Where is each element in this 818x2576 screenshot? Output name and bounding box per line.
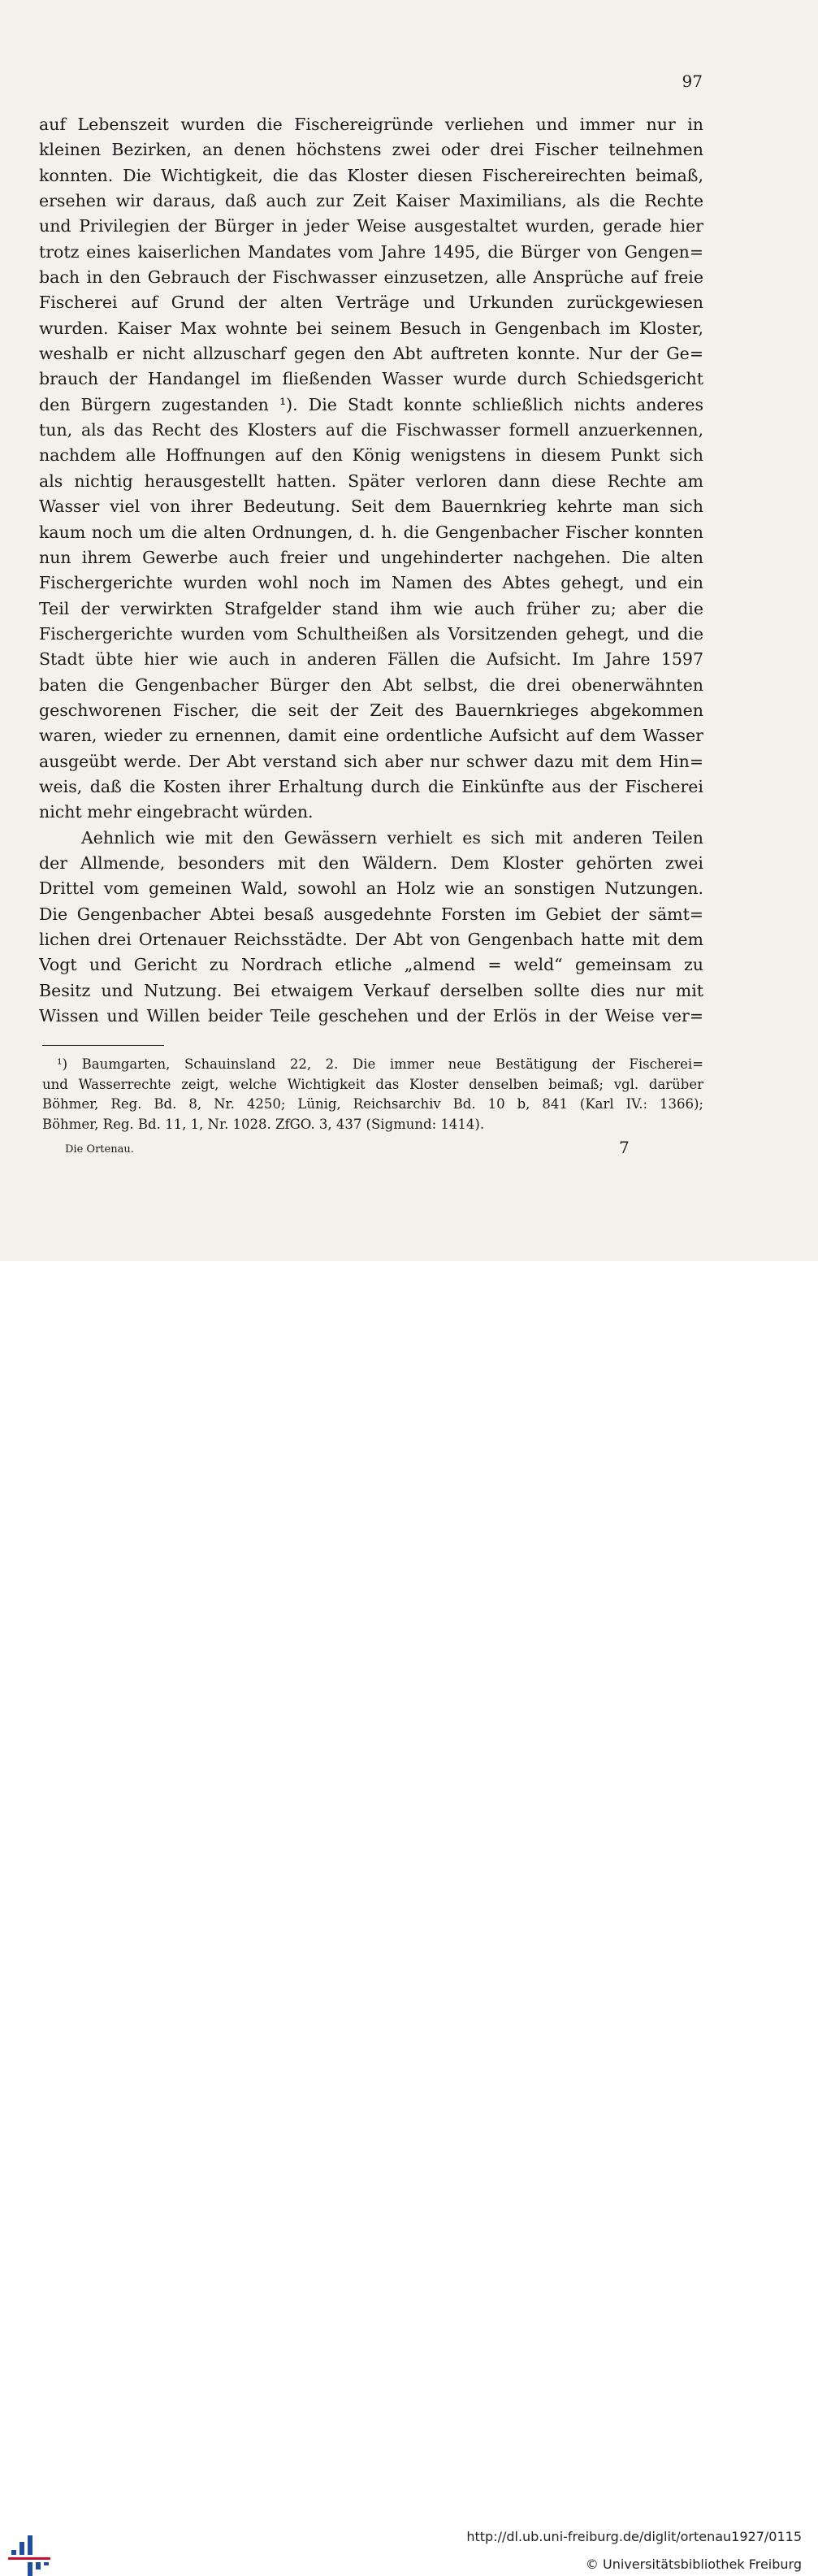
footnote-divider: [42, 1045, 164, 1046]
body-line: Fischerei auf Grund der alten Verträge und Urkunden zurückgewiesen: [39, 293, 703, 313]
body-line: brauch der Handangel im fließenden Wasser wurde durch Schiedsgericht: [39, 369, 703, 389]
body-line: Fischergerichte wurden wohl noch im Namen des Abtes gehegt, und ein: [39, 573, 703, 593]
body-line: Stadt übte hier wie auch in anderen Fällen die Aufsicht. Im Jahre 1597: [39, 649, 703, 670]
body-line: auf Lebenszeit wurden die Fischereigründe verliehen und immer nur in: [39, 115, 703, 134]
body-line: kleinen Bezirken, an denen höchstens zwei oder drei Fischer teilnehmen: [39, 140, 703, 160]
body-line: Fischergerichte wurden vom Schultheißen als Vorsitzenden gehegt, und die: [39, 623, 703, 644]
signature-mark: Die Ortenau.: [65, 1143, 134, 1156]
copyright-notice: © Universitätsbibliothek Freiburg: [585, 2556, 802, 2572]
body-line: nachdem alle Hoffnungen auf den König wenigstens in diesem Punkt sich: [39, 445, 703, 466]
viewer-footer: [0, 1261, 818, 2572]
footnotes: [42, 1055, 703, 1134]
body-line: Teil der verwirkten Strafgelder stand ihm wie auch früher zu; aber die: [39, 598, 703, 618]
page-number: 97: [682, 72, 703, 91]
body-line: konnten. Die Wichtigkeit, die das Kloster diesen Fischereirechten beimaß,: [39, 165, 703, 185]
body-line: Drittel vom gemeinen Wald, sowohl an Holz wie an sonstigen Nutzungen.: [39, 878, 703, 899]
body-line-paragraph-end: nicht mehr eingebracht würden.: [39, 802, 314, 822]
body-line: als nichtig herausgestellt hatten. Später verloren dann diese Rechte am: [39, 471, 703, 491]
footnote-line: Böhmer, Reg. Bd. 8, Nr. 4250; Lünig, Reichsarchiv Bd. 10 b, 841 (Karl IV.: 1366);: [42, 1096, 703, 1112]
body-line: trotz eines kaiserlichen Mandates vom Jahre 1495, die Bürger von Gengen=: [39, 241, 703, 262]
body-line: bach in den Gebrauch der Fischwasser einzusetzen, alle Ansprüche auf freie: [39, 267, 703, 288]
body-line: lichen drei Ortenauer Reichsstädte. Der Abt von Gengenbach hatte mit dem: [39, 930, 703, 949]
body-line: nun ihrem Gewerbe auch freier und ungehinderter nachgehen. Die alten: [39, 547, 703, 567]
footnote-line: Böhmer, Reg. Bd. 11, 1, Nr. 1028. ZfGO. 3, 437 (Sigmund: 1414).: [42, 1116, 485, 1132]
body-line: weis, daß die Kosten ihrer Erhaltung durch die Einkünfte aus der Fischerei: [39, 776, 703, 796]
body-line: ausgeübt werde. Der Abt verstand sich aber nur schwer dazu mit dem Hin=: [39, 751, 703, 771]
body-line: Wasser viel von ihrer Bedeutung. Seit dem Bauernkrieg kehrte man sich: [39, 497, 703, 517]
body-line: wurden. Kaiser Max wohnte bei seinem Besuch in Gengenbach im Kloster,: [39, 318, 703, 338]
body-line: den Bürgern zugestanden ¹). Die Stadt konnte schließlich nichts anderes: [39, 394, 703, 414]
body-line: baten die Gengenbacher Bürger den Abt selbst, die drei obenerwähnten: [39, 674, 703, 695]
footnote-line: ¹) Baumgarten, Schauinsland 22, 2. Die immer neue Bestätigung der Fischerei=: [57, 1056, 703, 1072]
body-line: Die Gengenbacher Abtei besaß ausgedehnte Forsten im Gebiet der sämt=: [39, 904, 703, 924]
body-line: kaum noch um die alten Ordnungen, d. h. die Gengenbacher Fischer konnten: [39, 522, 703, 542]
body-line: tun, als das Recht des Klosters auf die Fischwasser formell anzuerkennen,: [39, 420, 703, 440]
scanned-page: [0, 0, 818, 1261]
body-line: waren, wieder zu ernennen, damit eine ordentliche Aufsicht auf dem Wasser: [39, 726, 703, 746]
body-line: weshalb er nicht allzuscharf gegen den Abt auftreten konnte. Nur der Ge=: [39, 344, 703, 364]
permalink-url[interactable]: http://dl.ub.uni-freiburg.de/diglit/ortenau1927/0115: [466, 2529, 802, 2544]
body-text: [39, 112, 703, 1029]
footnote-line: und Wasserrechte zeigt, welche Wichtigkeit das Kloster denselben beimaß; vgl. darüber: [42, 1076, 703, 1092]
body-line: Vogt und Gericht zu Nordrach etliche „almend = weld“ gemeinsam zu: [39, 955, 703, 975]
body-line: geschworenen Fischer, die seit der Zeit des Bauernkrieges abgekommen: [39, 700, 703, 720]
library-logo-icon: [8, 2535, 50, 2576]
body-line: ersehen wir daraus, daß auch zur Zeit Kaiser Maximilians, als die Rechte: [39, 191, 703, 211]
body-line: der Allmende, besonders mit den Wäldern. Dem Kloster gehörten zwei: [39, 852, 703, 873]
body-line-paragraph-start: Aehnlich wie mit den Gewässern verhielt es sich mit anderen Teilen: [81, 827, 703, 848]
body-line: Wissen und Willen beider Teile geschehen und der Erlös in der Weise ver=: [39, 1006, 703, 1026]
body-line: Besitz und Nutzung. Bei etwaigem Verkauf derselben sollte dies nur mit: [39, 980, 703, 1000]
body-line: und Privilegien der Bürger in jeder Weise ausgestaltet wurden, gerade hier: [39, 216, 703, 236]
sheet-number: 7: [619, 1138, 630, 1157]
